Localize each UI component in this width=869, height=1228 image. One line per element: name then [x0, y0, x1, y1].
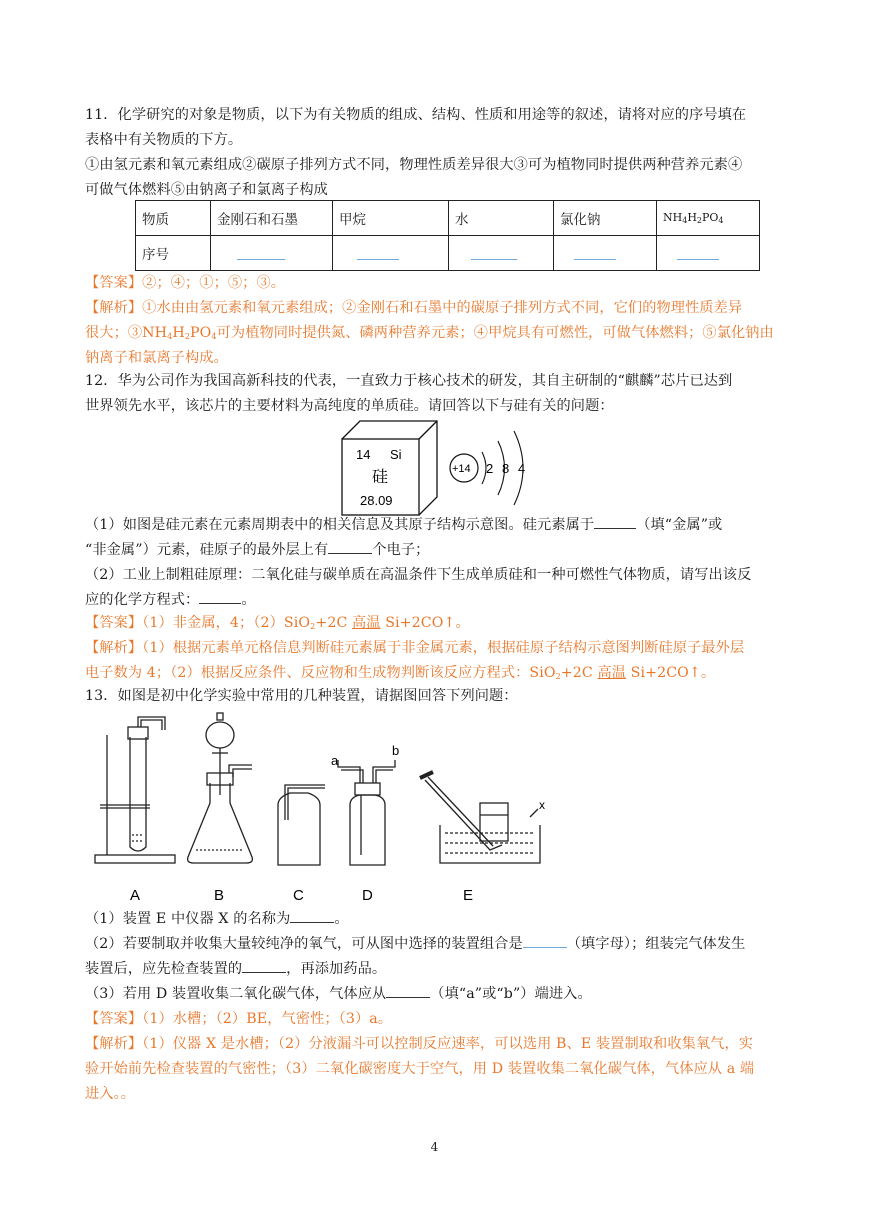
- page-number: 4: [430, 1140, 439, 1154]
- analysis-text: （1）仪器 X 是水槽；（2）分液漏斗可以控制反应速率，可以选用 B、E 装置制取和收集氧气，实: [142, 1036, 754, 1052]
- apparatus-label: C: [293, 887, 304, 904]
- port-b-label: b: [392, 743, 400, 758]
- formula-subscript: 2: [696, 216, 702, 225]
- question-text: 。: [334, 911, 349, 927]
- port-a-label: a: [331, 753, 339, 768]
- element-symbol: Si: [390, 447, 402, 462]
- analysis-text: Si+2CO↑。: [626, 665, 716, 681]
- answer-tag: 【答案】: [85, 275, 143, 291]
- question-text: （填“a”或“b”）端进入。: [430, 986, 592, 1002]
- apparatus-label: B: [214, 887, 225, 904]
- q11-analysis-line2: [85, 321, 795, 349]
- table-header-cell: 甲烷: [333, 201, 449, 236]
- formula-subscript: 4: [211, 332, 217, 341]
- answer-blank[interactable]: [242, 958, 286, 973]
- q11-analysis-line1: [85, 296, 795, 320]
- q11-stem-line2: 表格中有关物质的下方。: [85, 132, 243, 148]
- table-header-cell-formula: [657, 201, 760, 236]
- formula-subscript: 2: [310, 622, 316, 631]
- table-header-cell: 氯化钠: [554, 201, 657, 236]
- analysis-text: +2C: [560, 665, 598, 681]
- table-row-label: 序号: [136, 236, 211, 271]
- question-text: （1）装置 E 中仪器 X 的名称为: [85, 911, 291, 927]
- q11-analysis-line3: 钠离子和氯离子构成。: [85, 350, 228, 366]
- analysis-text: 很大；③NH: [85, 325, 168, 341]
- formula-subscript: 2: [184, 332, 191, 341]
- q11-options-line1: ①由氢元素和氧元素组成②碳原子排列方式不同，物理性质差异很大③可为植物同时提供两种营养元素④: [85, 157, 743, 173]
- analysis-text: PO: [190, 325, 212, 341]
- question-text: （填字母）；组装完气体发生: [566, 936, 746, 952]
- q12-stem-line2: 世界领先水平，该芯片的主要材料为高纯度的单质硅。请回答以下与硅有关的问题：: [85, 398, 614, 414]
- answer-blank[interactable]: [328, 539, 372, 554]
- q12-sub1-line1: [85, 513, 795, 537]
- answer-blank[interactable]: [211, 236, 333, 271]
- shell-electron-count: 4: [518, 461, 526, 476]
- answer-tag: 【答案】: [85, 1011, 143, 1027]
- analysis-text: 电子数为 4；（2）根据反应条件、反应物和生成物判断该反应方程式：SiO: [85, 665, 556, 681]
- q12-sub2-line1: （2）工业上制粗硅原理：二氧化硅与碳单质在高温条件下生成单质硅和一种可燃性气体物质，请写出该反: [85, 567, 752, 583]
- table-header-cell: 水: [449, 201, 554, 236]
- q13-sub3: [85, 982, 795, 1006]
- answer-blank[interactable]: [554, 236, 657, 271]
- answer-text: （1）非金属，4；（2）SiO: [142, 615, 311, 631]
- element-name: 硅: [372, 467, 389, 486]
- table-header-cell: 金刚石和石墨: [211, 201, 333, 236]
- q11-table: [135, 200, 760, 271]
- analysis-tag: 【解析】: [85, 640, 143, 656]
- apparatus-b-conical-flask-funnel: [188, 713, 253, 863]
- q11-table-header-row: [136, 201, 760, 236]
- answer-text: ②；④；①；⑤；③。: [142, 275, 286, 291]
- answer-blank[interactable]: [594, 514, 636, 529]
- reaction-condition: 高温: [352, 615, 381, 631]
- question-text: （2）若要制取并收集大量较纯净的氧气，可从图中选择的装置组合是: [85, 936, 523, 952]
- question-text: （1）如图是硅元素在元素周期表中的相关信息及其原子结构示意图。硅元素属于: [85, 517, 595, 533]
- q13-answer: [85, 1007, 795, 1031]
- analysis-text: 可为植物同时提供氮、磷两种营养元素；④甲烷具有可燃性，可做气体燃料；⑤氯化钠由: [216, 325, 774, 341]
- answer-tag: 【答案】: [85, 615, 143, 631]
- q12-sub2-line2: [85, 588, 795, 612]
- q12-sub1-line2: [85, 538, 795, 562]
- table-header-cell: 物质: [136, 201, 211, 236]
- q13-sub2-line1: [85, 932, 795, 956]
- answer-blank[interactable]: [333, 236, 449, 271]
- answer-text: +2C: [315, 615, 353, 631]
- formula-part: H: [687, 211, 697, 224]
- analysis-text: （1）根据元素单元格信息判断硅元素属于非金属元素，根据硅原子结构示意图判断硅原子最外层: [142, 640, 745, 656]
- apparatus-e-water-trough: [420, 772, 540, 863]
- apparatus-d-two-port-bottle: [338, 760, 395, 865]
- lab-apparatus-figure: [90, 705, 560, 905]
- analysis-text: H: [172, 325, 185, 341]
- instrument-x-label: x: [539, 798, 545, 812]
- apparatus-c-gas-bottle: [278, 785, 325, 865]
- formula-subscript: 4: [682, 216, 688, 225]
- shell-electron-count: 8: [502, 461, 510, 476]
- q13-analysis-line1: [85, 1032, 795, 1056]
- q12-analysis-line1: [85, 636, 795, 660]
- question-text: 装置后，应先检查装置的: [85, 961, 243, 977]
- q13-stem: 13．如图是初中化学实验中常用的几种装置，请据图回答下列问题：: [85, 688, 518, 704]
- answer-blank[interactable]: [386, 983, 430, 998]
- analysis-text: ①水由由氢元素和氧元素组成；②金刚石和石墨中的碳原子排列方式不同，它们的物理性质差异: [142, 300, 743, 316]
- analysis-tag: 【解析】: [85, 1036, 143, 1052]
- answer-blank[interactable]: [523, 933, 567, 948]
- answer-blank[interactable]: [290, 908, 334, 923]
- formula-part: PO: [702, 211, 719, 224]
- formula-part: NH: [663, 211, 683, 224]
- q11-stem-line1: 11．化学研究的对象是物质，以下为有关物质的组成、结构、性质和用途等的叙述，请将对应的序号填在: [85, 107, 747, 123]
- question-text: 应的化学方程式：: [85, 592, 200, 608]
- formula-subscript: 4: [718, 216, 724, 225]
- q13-sub2-line2: [85, 957, 795, 981]
- answer-text: Si+2CO↑。: [380, 615, 470, 631]
- atomic-mass: 28.09: [360, 493, 393, 508]
- apparatus-label: A: [130, 887, 141, 904]
- q13-analysis-line3: 进入。。: [85, 1086, 136, 1102]
- nucleus-charge: +14: [452, 463, 471, 475]
- q11-answer: [85, 271, 795, 295]
- question-text: “非金属”）元素，硅原子的最外层上有: [85, 542, 329, 558]
- reaction-condition: 高温: [597, 665, 627, 681]
- apparatus-a-test-tube-stand: [95, 717, 175, 863]
- q12-stem-line1: 12．华为公司作为我国高新科技的代表，一直致力于核心技术的研发，其自主研制的“麒麟”芯片已达到: [85, 373, 733, 389]
- question-text: ，再添加药品。: [286, 961, 387, 977]
- atomic-number: 14: [356, 447, 371, 462]
- q12-answer: [85, 611, 795, 639]
- question-text: （3）若用 D 装置收集二氧化碳气体，气体应从: [85, 986, 387, 1002]
- answer-blank[interactable]: [199, 589, 241, 604]
- q13-sub1: [85, 907, 795, 931]
- question-text: （填“金属”或: [636, 517, 723, 533]
- formula-subscript: 2: [555, 672, 561, 681]
- shell-electron-count: 2: [486, 461, 494, 476]
- apparatus-label: E: [463, 887, 474, 904]
- atom-structure-diagram: [450, 431, 525, 505]
- analysis-tag: 【解析】: [85, 300, 143, 316]
- q13-analysis-line2: 验开始前先检查装置的气密性；（3）二氧化碳密度大于空气，用 D 装置收集二氧化碳气体，气体应从 a 端: [85, 1061, 755, 1077]
- answer-text: （1）水槽；（2）BE，气密性；（3）a。: [142, 1011, 393, 1027]
- answer-blank[interactable]: [657, 236, 760, 271]
- silicon-element-figure: [340, 419, 540, 519]
- question-text: 。: [241, 592, 256, 608]
- answer-blank[interactable]: [449, 236, 554, 271]
- q11-options-line2: 可做气体燃料⑤由钠离子和氯离子构成: [85, 182, 328, 198]
- question-text: 个电子；: [372, 542, 430, 558]
- formula-subscript: 4: [167, 332, 173, 341]
- q11-table-answer-row: [136, 236, 760, 271]
- apparatus-label: D: [362, 887, 373, 904]
